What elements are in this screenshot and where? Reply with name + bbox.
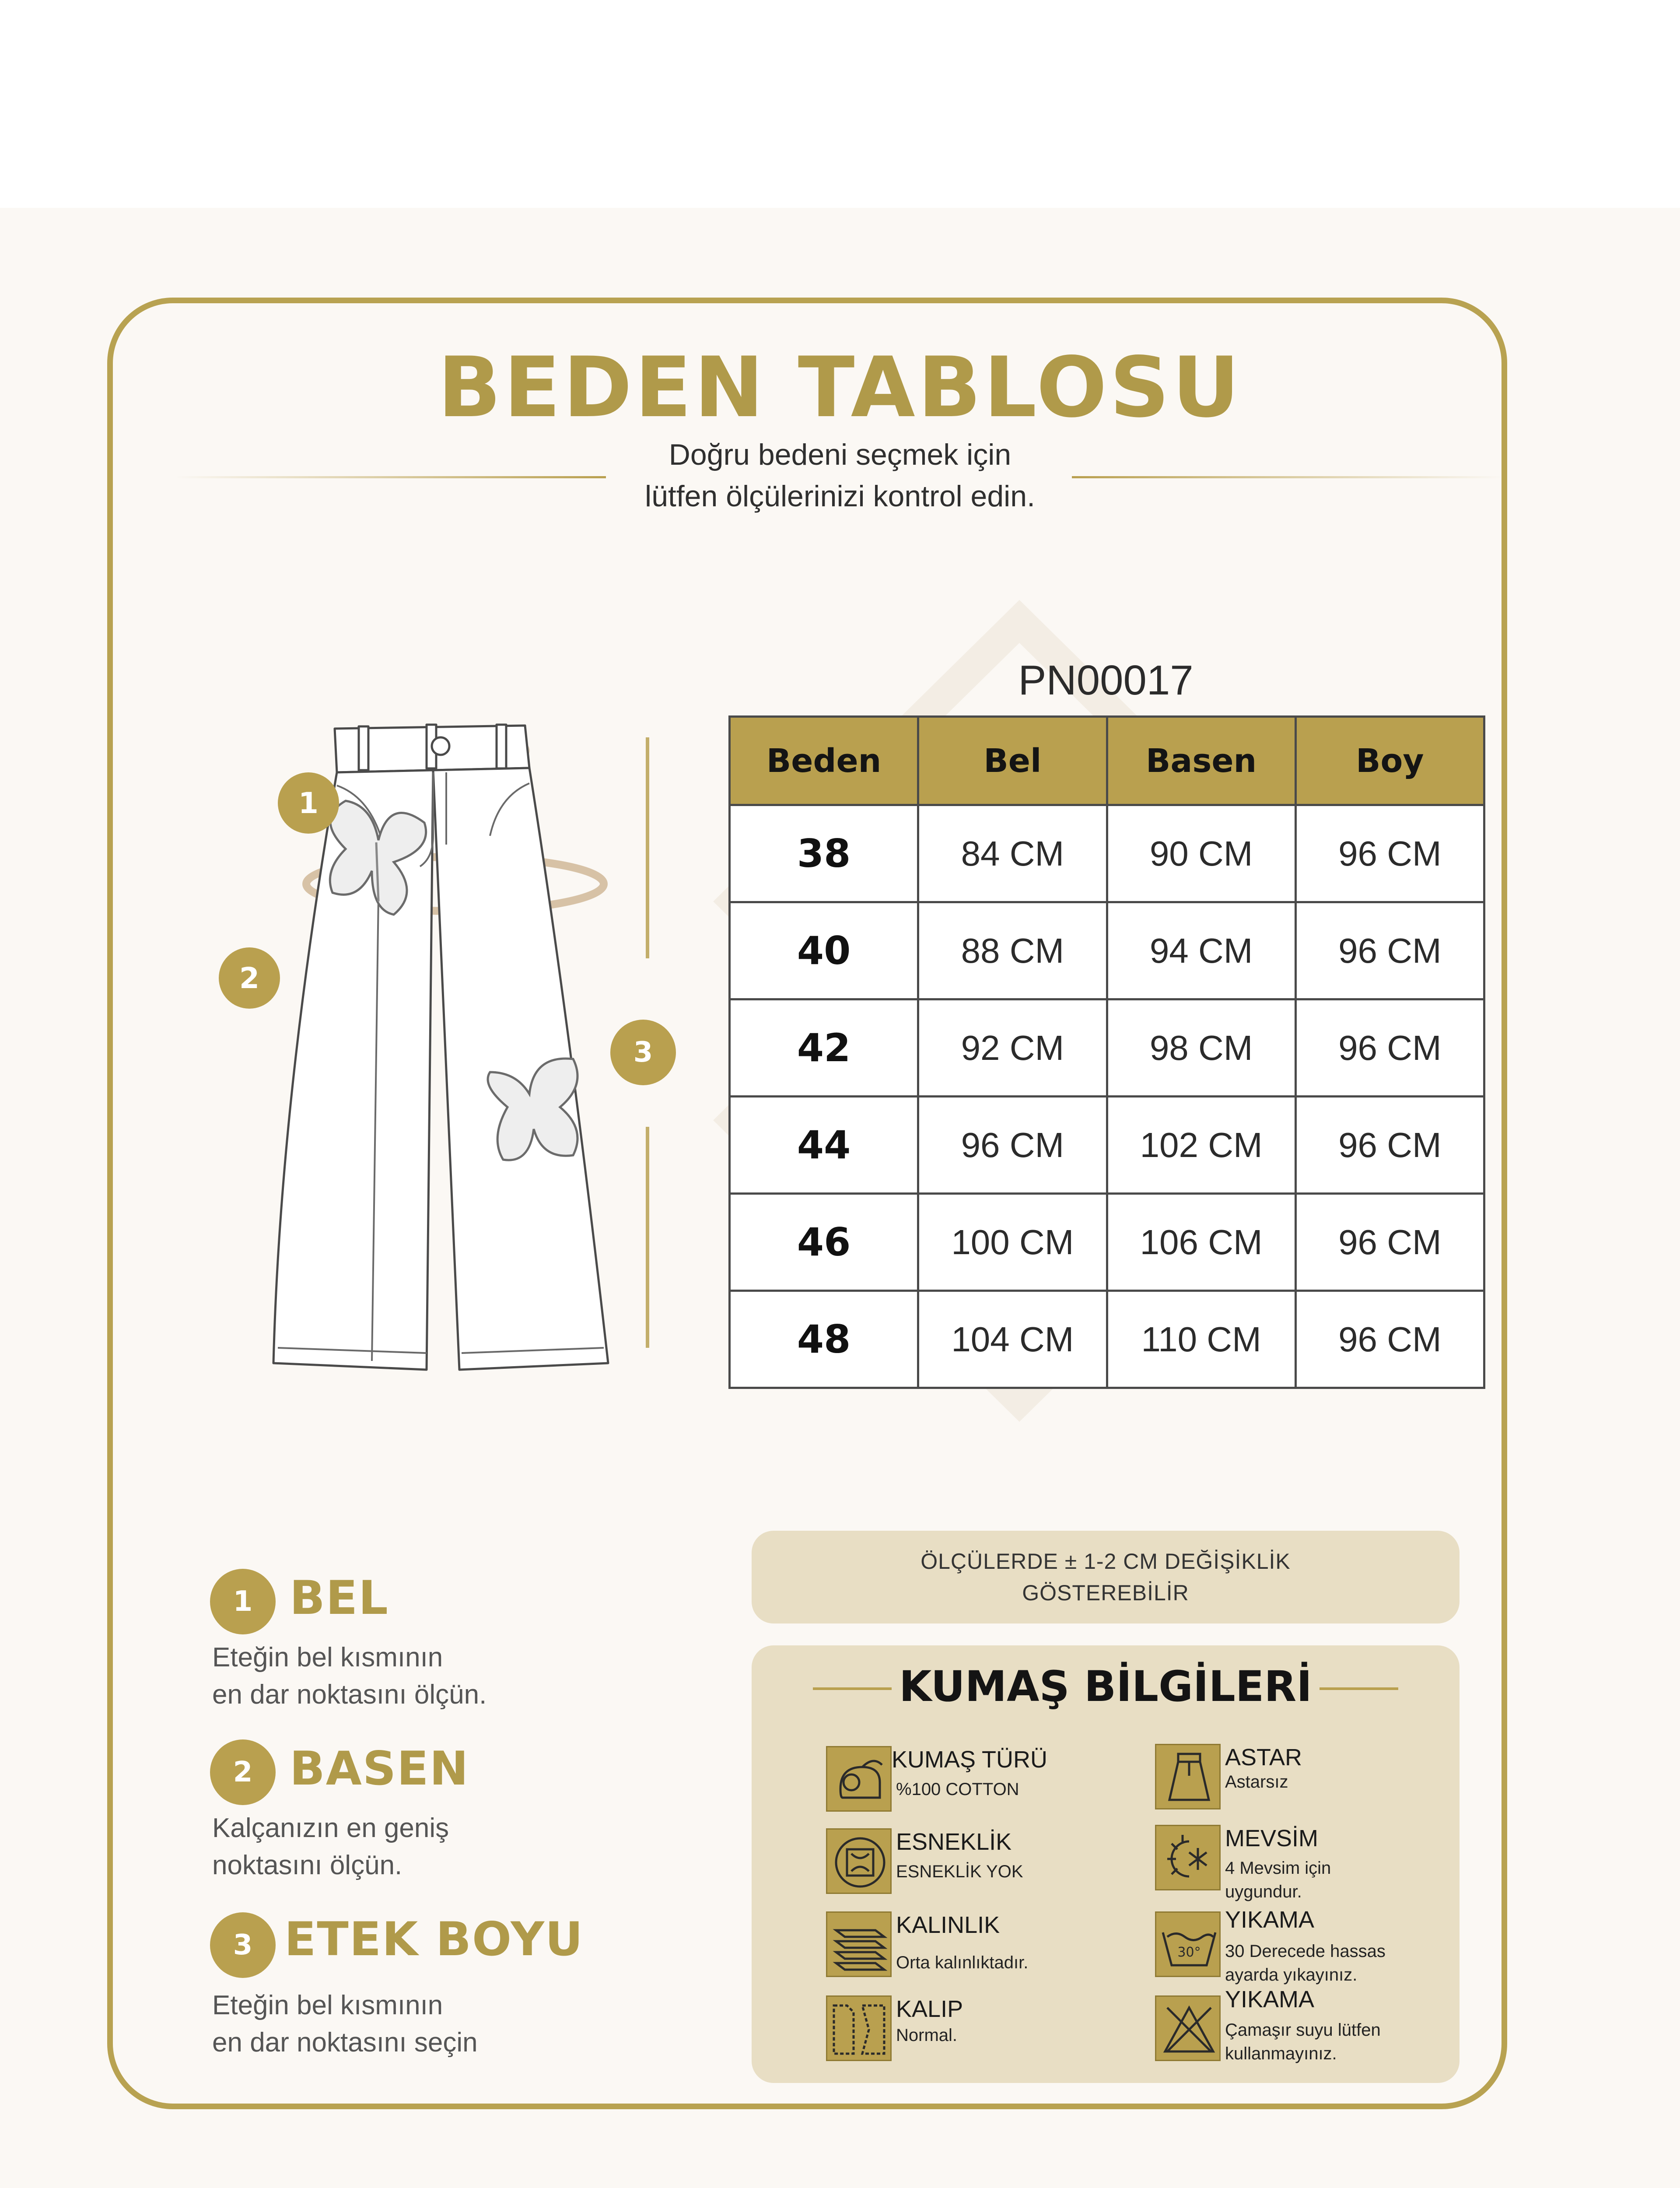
- legend-desc-bel-2: en dar noktasını ölçün.: [212, 1680, 487, 1710]
- fabric-type-label: KUMAŞ TÜRÜ: [892, 1746, 1048, 1773]
- length-cell: 96 CM: [1295, 1194, 1484, 1291]
- waist-cell: 84 CM: [918, 805, 1107, 902]
- wash-label: YIKAMA: [1225, 1907, 1315, 1933]
- legend-desc-etek-1: Eteğin bel kısmının: [212, 1990, 443, 2020]
- subtitle-left-line: [175, 476, 606, 478]
- stretch-label: ESNEKLİK: [896, 1829, 1012, 1855]
- size-table-header-row: [730, 717, 1484, 805]
- hip-cell: 106 CM: [1107, 1194, 1295, 1291]
- subtitle-line-2: lütfen ölçülerinizi kontrol edin.: [644, 480, 1036, 513]
- illustration-marker-2: 2: [219, 947, 280, 1009]
- illustration-marker-3: 3: [610, 1020, 676, 1085]
- tolerance-note-line-1: ÖLÇÜLERDE ± 1-2 CM DEĞİŞİKLİK: [920, 1549, 1291, 1574]
- legend-desc-basen-1: Kalçanızın en geniş: [212, 1813, 449, 1843]
- size-cell: 40: [730, 902, 918, 999]
- header-beden: Beden: [730, 717, 918, 805]
- hip-cell: 102 CM: [1107, 1097, 1295, 1194]
- legend-desc-bel-1: Eteğin bel kısmının: [212, 1642, 443, 1673]
- length-cell: 96 CM: [1295, 1097, 1484, 1194]
- length-cell: 96 CM: [1295, 999, 1484, 1097]
- season-value-2: uygundur.: [1225, 1882, 1302, 1901]
- lining-skirt-icon: [1155, 1744, 1221, 1809]
- legend-badge-2: 2: [210, 1739, 276, 1805]
- table-row: [730, 1097, 1484, 1194]
- legend-badge-3: 3: [210, 1912, 276, 1978]
- size-table: [728, 715, 1485, 1389]
- fabric-title-right-line: [1320, 1687, 1398, 1690]
- season-label: MEVSİM: [1225, 1825, 1319, 1851]
- legend-title-etek-boyu: ETEK BOYU: [284, 1912, 584, 1966]
- fabric-info-title: KUMAŞ BİLGİLERİ: [899, 1662, 1312, 1711]
- legend-badge-1: 1: [210, 1569, 276, 1634]
- size-cell: 44: [730, 1097, 918, 1194]
- header-boy: Boy: [1295, 717, 1484, 805]
- bleach-value-1: Çamaşır suyu lütfen: [1225, 2020, 1381, 2040]
- fabric-roll-icon: [826, 1746, 892, 1812]
- hip-cell: 90 CM: [1107, 805, 1295, 902]
- table-row: [730, 999, 1484, 1097]
- subtitle-line-1: Doğru bedeni seçmek için: [668, 438, 1012, 471]
- table-row: [730, 805, 1484, 902]
- length-cell: 96 CM: [1295, 1291, 1484, 1388]
- product-code: PN00017: [1018, 657, 1194, 704]
- no-bleach-icon: [1155, 1995, 1221, 2061]
- svg-text:30°: 30°: [1177, 1945, 1201, 1960]
- stretch-icon: [826, 1828, 892, 1894]
- bleach-label: YIKAMA: [1225, 1986, 1315, 2013]
- waist-cell: 92 CM: [918, 999, 1107, 1097]
- thickness-label: KALINLIK: [896, 1912, 1000, 1938]
- wash-value-2: ayarda yıkayınız.: [1225, 1965, 1358, 1985]
- header-bel: Bel: [918, 717, 1107, 805]
- table-row: [730, 1291, 1484, 1388]
- pattern-label: KALIP: [896, 1996, 963, 2022]
- hip-cell: 94 CM: [1107, 902, 1295, 999]
- waist-cell: 88 CM: [918, 902, 1107, 999]
- hip-cell: 98 CM: [1107, 999, 1295, 1097]
- waist-cell: 100 CM: [918, 1194, 1107, 1291]
- fabric-info-panel: [752, 1645, 1460, 2083]
- pattern-value: Normal.: [896, 2026, 958, 2045]
- size-cell: 42: [730, 999, 918, 1097]
- legend-title-bel: BEL: [290, 1571, 389, 1625]
- length-cell: 96 CM: [1295, 805, 1484, 902]
- size-cell: 48: [730, 1291, 918, 1388]
- waist-cell: 104 CM: [918, 1291, 1107, 1388]
- season-value-1: 4 Mevsim için: [1225, 1858, 1331, 1878]
- waist-cell: 96 CM: [918, 1097, 1107, 1194]
- header-basen: Basen: [1107, 717, 1295, 805]
- thickness-value: Orta kalınlıktadır.: [896, 1953, 1029, 1972]
- stretch-value: ESNEKLİK YOK: [896, 1862, 1023, 1881]
- lining-value: Astarsız: [1225, 1772, 1288, 1792]
- length-cell: 96 CM: [1295, 902, 1484, 999]
- hip-cell: 110 CM: [1107, 1291, 1295, 1388]
- season-sun-snow-icon: [1155, 1825, 1221, 1890]
- length-line-top: [646, 737, 649, 958]
- tolerance-note: [752, 1531, 1460, 1623]
- length-line-bottom: [646, 1127, 649, 1348]
- table-row: [730, 902, 1484, 999]
- legend-title-basen: BASEN: [290, 1742, 469, 1795]
- size-cell: 38: [730, 805, 918, 902]
- page-title: BEDEN TABLOSU: [438, 339, 1242, 436]
- pattern-pieces-icon: [826, 1995, 892, 2061]
- subtitle-right-line: [1072, 476, 1503, 478]
- tolerance-note-line-2: GÖSTEREBİLİR: [1022, 1581, 1189, 1605]
- fabric-type-value: %100 COTTON: [896, 1780, 1019, 1799]
- illustration-marker-1: 1: [278, 772, 339, 834]
- wash-value-1: 30 Derecede hassas: [1225, 1942, 1386, 1961]
- lining-label: ASTAR: [1225, 1744, 1302, 1771]
- legend-desc-etek-2: en dar noktasını seçin: [212, 2027, 478, 2058]
- fabric-layers-icon: [826, 1911, 892, 1977]
- legend-desc-basen-2: noktasını ölçün.: [212, 1850, 402, 1880]
- table-row: [730, 1194, 1484, 1291]
- size-cell: 46: [730, 1194, 918, 1291]
- bleach-value-2: kullanmayınız.: [1225, 2044, 1337, 2063]
- wash-30-icon: [1155, 1911, 1221, 1977]
